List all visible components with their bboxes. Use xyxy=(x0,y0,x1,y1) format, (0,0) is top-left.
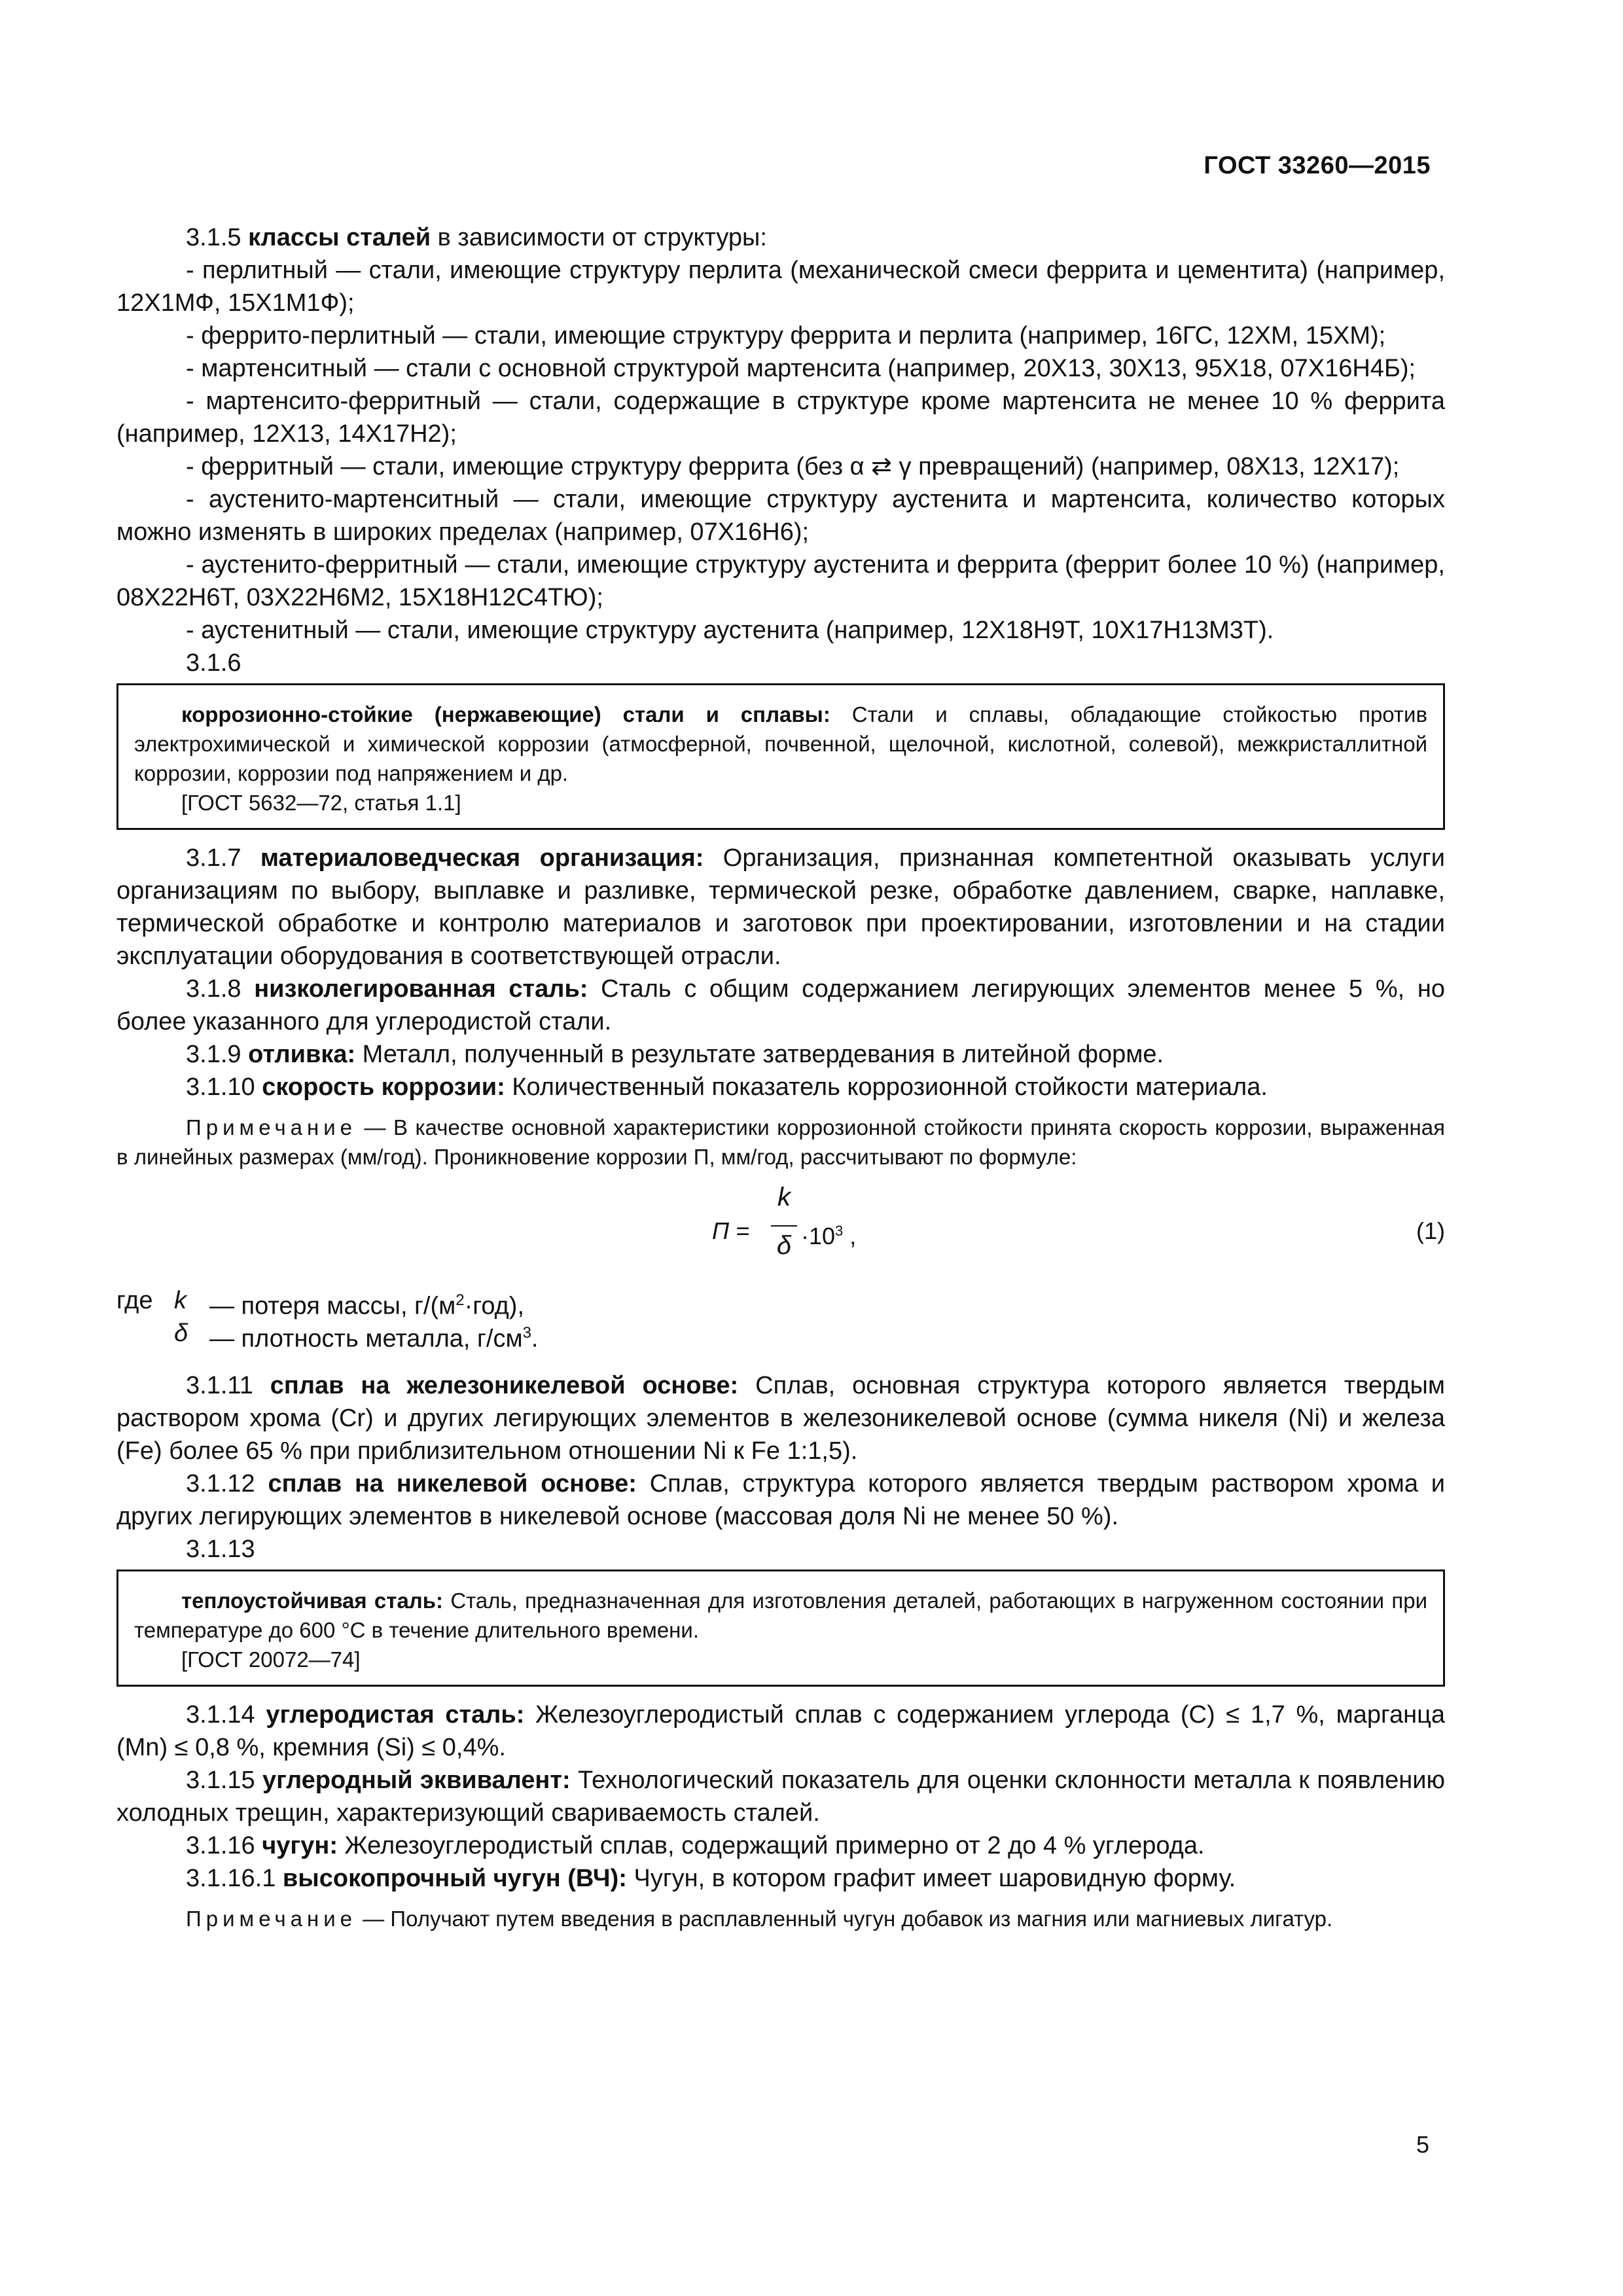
where-row xyxy=(116,1284,1445,1320)
term: углеродистая сталь: xyxy=(266,1701,525,1729)
clause-text: в зависимости от структуры: xyxy=(431,224,767,251)
fraction-bar xyxy=(771,1225,797,1227)
note-cast-iron xyxy=(116,1904,1445,1933)
clause-text: Организация, признанная компетентной оказывать услуги организациям по выбору, выплавке и разливке, термической резке, обработке давлением, сварке, наплавке, термической обработке и контролю материалов и заготовок при проектировании, изготовлении и на стадии эксплуатации оборудования в соответствующей отрасли. xyxy=(116,844,1446,970)
clause-number: 3.1.9 xyxy=(186,1041,249,1068)
clause-text: Технологический показатель для оценки склонности металла к появлению холодных трещин, характеризующий свариваемость сталей. xyxy=(116,1767,1445,1827)
clause-3-1-9 xyxy=(116,1038,1445,1071)
clause-3-1-11 xyxy=(116,1369,1445,1467)
clause-text: Чугун, в котором графит имеет шаровидную форму. xyxy=(626,1865,1236,1892)
clause-text: Количественный показатель коррозионной стойкости материала. xyxy=(505,1073,1268,1101)
clause-text: Железоуглеродистый сплав, содержащий примерно от 2 до 4 % углерода. xyxy=(337,1832,1205,1859)
clause-text: Сплав, основная структура которого является твердым раствором хрома (Cr) и других легирующих элементов в железоникелевой основе (сумма никеля (Ni) и железа (Fe) более 65 % при приблизительном отношении Ni к Fe 1:1,5). xyxy=(116,1372,1445,1465)
term: чугун: xyxy=(262,1832,338,1859)
formula-denominator: δ xyxy=(776,1231,792,1260)
clause-number: 3.1.12 xyxy=(186,1470,268,1498)
note-text: — В качестве основной характеристики коррозионной стойкости принята скорость коррозии, выраженная в линейных размерах (мм/год). Проникновение коррозии П, мм/год, рассчитывают по формуле: xyxy=(116,1115,1445,1169)
term: сплав на железоникелевой основе: xyxy=(270,1372,739,1399)
where-desc-text: — плотность металла, г/см xyxy=(209,1325,523,1353)
formula-tail: , xyxy=(843,1223,857,1249)
formula-exponent: 3 xyxy=(835,1223,844,1239)
page-number: 5 xyxy=(1416,2131,1429,2158)
term: классы сталей xyxy=(248,224,431,251)
definition-text xyxy=(134,700,1427,788)
clause-text: Сплав, структура которого является твердым раствором хрома и других легирующих элементов в никелевой основе (массовая доля Ni не менее 50 %). xyxy=(116,1470,1445,1530)
where-sup: 3 xyxy=(522,1324,531,1342)
clause-3-1-6-number: 3.1.6 xyxy=(186,649,241,677)
note-text: — Получают путем введения в расплавленный чугун добавок из магния или магниевых лигатур. xyxy=(357,1907,1333,1931)
page-content xyxy=(116,221,1445,1933)
clause-number: 3.1.7 xyxy=(186,844,260,872)
list-item: - феррито-перлитный — стали, имеющие структуру феррита и перлита (например, 16ГС, 12ХМ, 15ХМ); xyxy=(186,322,1386,350)
formula-lhs: П = xyxy=(712,1217,750,1244)
clause-3-1-5 xyxy=(116,221,1445,254)
term: скорость коррозии: xyxy=(262,1073,505,1101)
clause-number: 3.1.15 xyxy=(186,1767,262,1794)
clause-3-1-13-number: 3.1.13 xyxy=(186,1535,255,1563)
term: сплав на никелевой основе: xyxy=(268,1470,637,1498)
list-item: - аустенито-мартенситный — стали, имеющие структуру аустенита и мартенсита, количество которых можно изменять в широких пределах (например, 07Х16Н6); xyxy=(116,486,1445,546)
definition-box-3-1-6 xyxy=(116,683,1445,830)
where-symbol: δ xyxy=(174,1319,188,1347)
where-description xyxy=(209,1317,538,1355)
formula-factor: ·10 xyxy=(801,1223,836,1249)
document-code-header: ГОСТ 33260—2015 xyxy=(1204,152,1431,179)
where-sup: 2 xyxy=(455,1291,465,1309)
clause-text: Сталь с общим содержанием легирующих элементов менее 5 %, но более указанного для углеродистой стали. xyxy=(116,975,1445,1035)
formula-row xyxy=(116,1181,1445,1279)
term: теплоустойчивая сталь: xyxy=(181,1588,444,1613)
clause-text: Железоуглеродистый сплав с содержанием углерода (С) ≤ 1,7 %, марганца (Mn) ≤ 0,8 %, кремния (Si) ≤ 0,4%. xyxy=(116,1701,1445,1761)
clause-3-1-12 xyxy=(116,1467,1445,1533)
where-symbol: k xyxy=(174,1287,187,1314)
definition-body: Сталь, предназначенная для изготовления деталей, работающих в нагруженном состоянии при температуре до 600 °С в течение длительного времени. xyxy=(134,1588,1427,1642)
clause-3-1-15 xyxy=(116,1764,1445,1829)
clause-3-1-7 xyxy=(116,842,1445,973)
term: низколегированная сталь: xyxy=(254,975,588,1003)
list-item: - ферритный — стали, имеющие структуру феррита (без α ⇄ γ превращений) (например, 08Х13, 12Х17); xyxy=(186,453,1400,480)
list-item: - перлитный — стали, имеющие структуру перлита (механической смеси феррита и цементита) (например, 12Х1МФ, 15Х1М1Ф); xyxy=(116,257,1445,317)
clause-text: Металл, полученный в результате затвердевания в литейной форме. xyxy=(355,1041,1164,1068)
clause-number: 3.1.16.1 xyxy=(186,1865,283,1892)
term: высокопрочный чугун (ВЧ): xyxy=(282,1865,627,1892)
where-label: где xyxy=(116,1287,153,1314)
where-block xyxy=(116,1284,1445,1353)
where-desc-tail: ·год), xyxy=(464,1292,525,1320)
list-item: - аустенито-ферритный — стали, имеющие структуру аустенита и феррита (феррит более 10 %) (например, 08Х22Н6Т, 03Х22Н6М2, 15Х18Н12С4ТЮ); xyxy=(116,551,1445,611)
note-label: Примечание xyxy=(186,1115,357,1139)
definition-body: Стали и сплавы, обладающие стойкостью против электрохимической и химической коррозии (атмосферной, почвенной, щелочной, кислотной, солевой), межкристаллитной коррозии, коррозии под напряжением и др. xyxy=(134,702,1428,785)
equation-number: (1) xyxy=(1416,1217,1445,1244)
definition-box-3-1-13 xyxy=(116,1570,1445,1687)
definition-source: [ГОСТ 5632—72, статья 1.1] xyxy=(181,791,461,815)
clause-number: 3.1.5 xyxy=(186,224,249,251)
note-label: Примечание xyxy=(186,1907,357,1931)
definition-source: [ГОСТ 20072—74] xyxy=(181,1647,361,1672)
clause-3-1-16 xyxy=(116,1829,1445,1862)
clause-3-1-16-1 xyxy=(116,1862,1445,1895)
clause-3-1-8 xyxy=(116,973,1445,1038)
list-item: - аустенитный — стали, имеющие структуру аустенита (например, 12Х18Н9Т, 10Х17Н13М3Т). xyxy=(186,617,1274,644)
term: материаловедческая организация: xyxy=(260,844,704,872)
term: углеродный эквивалент: xyxy=(262,1767,571,1794)
clause-number: 3.1.11 xyxy=(186,1372,270,1399)
note-corrosion xyxy=(116,1113,1445,1172)
clause-number: 3.1.14 xyxy=(186,1701,266,1729)
clause-3-1-14 xyxy=(116,1698,1445,1764)
definition-text xyxy=(134,1586,1427,1645)
clause-number: 3.1.8 xyxy=(186,975,255,1003)
list-item: - мартенсито-ферритный — стали, содержащие в структуре кроме мартенсита не менее 10 % феррита (например, 12Х13, 14Х17Н2); xyxy=(116,387,1445,448)
where-desc-tail: . xyxy=(531,1325,539,1353)
term: отливка: xyxy=(248,1041,356,1068)
clause-number: 3.1.10 xyxy=(186,1073,262,1101)
list-item: - мартенситный — стали с основной структурой мартенсита (например, 20Х13, 30Х13, 95Х18, 07Х16Н4Б); xyxy=(186,355,1416,382)
formula-rhs xyxy=(801,1215,856,1253)
formula-numerator: k xyxy=(777,1183,791,1211)
clause-number: 3.1.16 xyxy=(186,1832,262,1859)
clause-3-1-10 xyxy=(116,1071,1445,1103)
term: коррозионно-стойкие (нержавеющие) стали и сплавы: xyxy=(181,702,830,726)
where-row xyxy=(116,1317,1445,1353)
where-desc-text: — потеря массы, г/(м xyxy=(209,1292,456,1320)
